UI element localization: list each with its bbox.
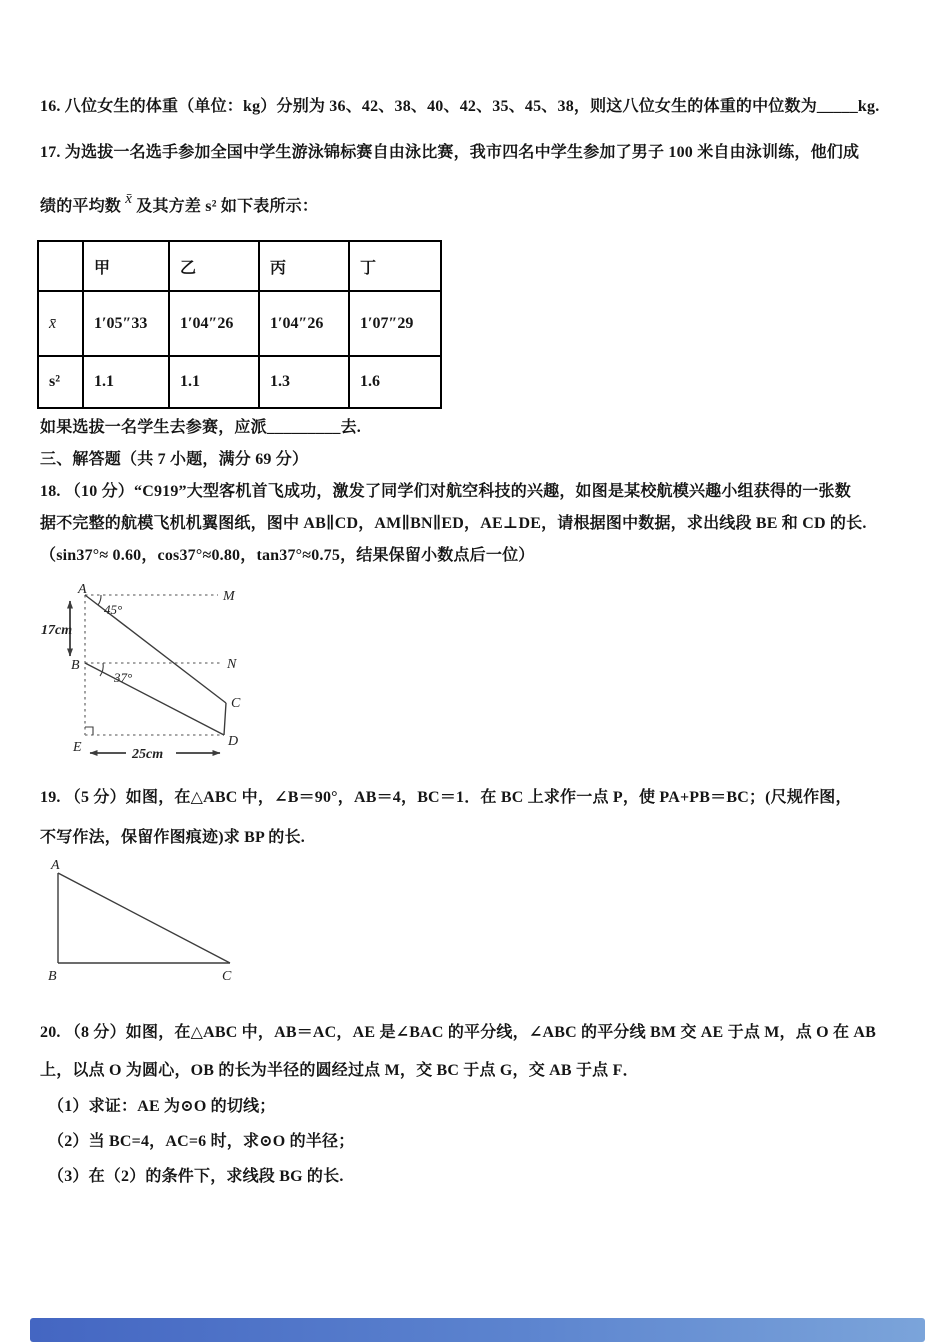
point-label-C: C [231,696,241,711]
q17-line2-pre: 绩的平均数 [40,198,126,215]
question-19-line1: 19. （5 分）如图，在△ABC 中，∠B＝90°，AB＝4，BC＝1．在 BC 上求作一点 P，使 PA+PB＝BC；(尺规作图， [40,789,852,806]
dimension-label-17cm: 17cm [41,623,73,638]
table-row-variance [38,356,441,408]
question-17-line1: 17. 为选拔一名选手参加全国中学生游泳锦标赛自由泳比赛，我市四名中学生参加了男子 100 米自由泳训练，他们成 [40,144,860,161]
point-label-E: E [73,740,82,755]
question-16-text: 16. 八位女生的体重（单位：kg）分别为 36、42、38、40、42、35、45、38，则这八位女生的体重的中位数为_____kg. [40,98,880,115]
table-header-yi: 乙 [169,241,259,291]
angle-label-37: 37° [114,670,133,685]
footer-progress-bar [30,1318,925,1342]
figure-19-right-triangle [45,855,245,987]
table-header-blank [38,241,83,291]
table-cell: 1′07″29 [349,291,441,356]
edge-BD [85,663,224,735]
question-20-line2: 上，以点 O 为圆心，OB 的长为半径的圆经过点 M，交 BC 于点 G，交 AB 于点 F． [40,1062,639,1079]
point-label-D: D [228,734,239,749]
question-20-line1: 20. （8 分）如图，在△ABC 中，AB＝AC，AE 是∠BAC 的平分线，∠ABC 的平分线 BM 交 AE 于点 M，点 O 在 AB [40,1024,876,1041]
question-17-conclusion: 如果选拔一名学生去参赛，应派_________去. [40,419,362,436]
table-cell: 1′04″26 [169,291,259,356]
stats-table [37,240,442,409]
question-20-item3: （3）在（2）的条件下，求线段 BG 的长. [48,1168,344,1185]
right-angle-mark-E [85,727,93,735]
row-label-variance: s² [38,356,83,408]
question-20-item1: （1）求证：AE 为⊙O 的切线； [48,1098,276,1115]
figure-18-wing-diagram [40,583,245,773]
point-label-A: A [78,583,87,597]
section-heading: 三、解答题（共 7 小题，满分 69 分） [40,451,309,468]
row-label-mean: x̄ [38,291,83,356]
table-cell: 1.3 [259,356,349,408]
q17-line2-post: 及其方差 s² 如下表所示： [132,198,319,215]
table-header-jia: 甲 [83,241,169,291]
angle-label-45: 45° [104,602,123,617]
angle-arc-A [98,595,101,605]
edge-AC-hypotenuse [58,873,230,963]
question-19-line2: 不写作法，保留作图痕迹)求 BP 的长. [40,829,305,846]
table-cell: 1.6 [349,356,441,408]
table-cell: 1.1 [169,356,259,408]
point-label-M: M [223,589,235,604]
edge-CD [224,703,226,735]
table-cell: 1.1 [83,356,169,408]
angle-arc-B [100,663,103,676]
table-header-ding: 丁 [349,241,441,291]
table-row-mean [38,291,441,356]
question-20-item2: （2）当 BC=4，AC=6 时，求⊙O 的半径； [48,1133,355,1150]
point-label-A: A [51,858,60,873]
point-label-C: C [222,969,232,984]
table-header-row [38,241,441,291]
table-cell: 1′04″26 [259,291,349,356]
mean-symbol: x̄ [125,191,133,207]
question-17-line2 [40,191,319,218]
table-header-bing: 丙 [259,241,349,291]
table-cell: 1′05″33 [83,291,169,356]
question-18-line1: 18. （10 分）“C919”大型客机首飞成功，激发了同学们对航空科技的兴趣，如图是某校航模兴趣小组获得的一张数 [40,483,851,500]
point-label-B: B [48,969,57,984]
point-label-N: N [227,657,237,672]
question-18-line3: （sin37°≈ 0.60，cos37°≈0.80，tan37°≈0.75，结果保留小数点后一位） [40,547,535,564]
point-label-B: B [71,658,80,673]
dimension-label-25cm: 25cm [132,747,164,762]
question-18-line2: 据不完整的航模飞机机翼图纸，图中 AB∥CD，AM∥BN∥ED，AE⊥DE，请根据图中数据，求出线段 BE 和 CD 的长. [40,515,867,532]
